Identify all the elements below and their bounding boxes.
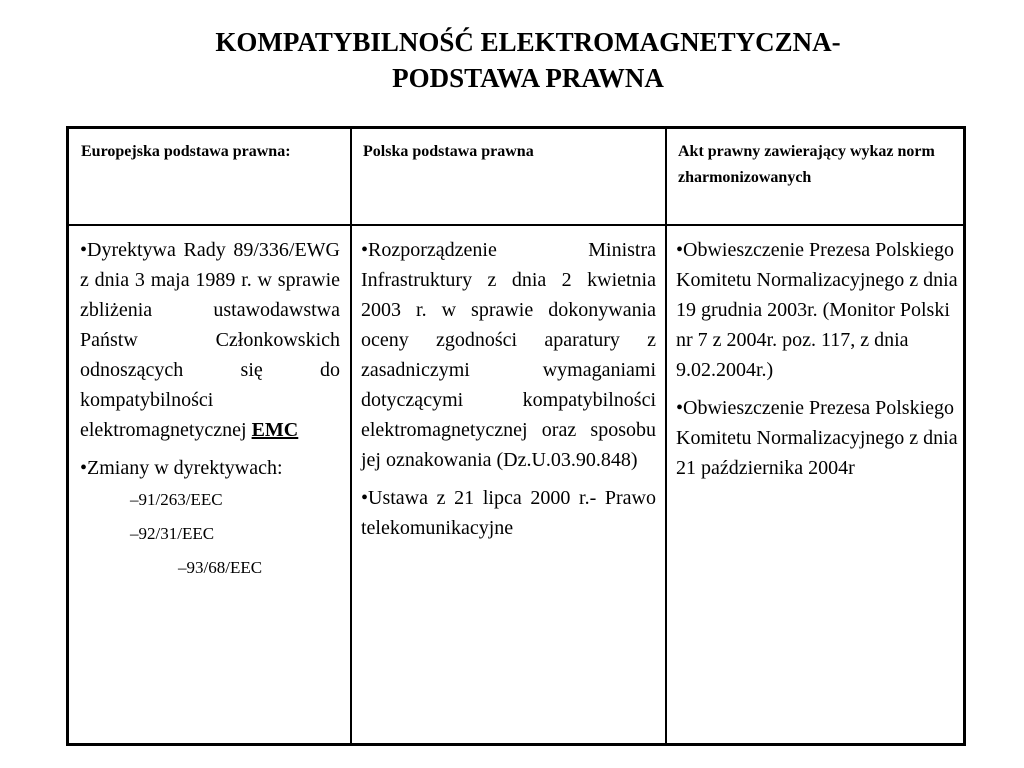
telecom-act-item: •Ustawa z 21 lipca 2000 r.- Prawo telekomunikacyjne bbox=[361, 487, 656, 539]
title-line-2: PODSTAWA PRAWNA bbox=[392, 63, 664, 93]
cell-polish-basis bbox=[361, 229, 656, 739]
amendments-heading: •Zmiany w dyrektywach: bbox=[80, 457, 283, 479]
european-directive-item bbox=[80, 235, 340, 445]
emc-label: EMC bbox=[251, 419, 299, 441]
announcement-item-2: •Obwieszczenie Prezesa Polskiego Komitetu Normalizacyjnego z dnia 21 października 2004r bbox=[676, 397, 958, 479]
european-directive-text: •Dyrektywa Rady 89/336/EWG z dnia 3 maja 1989 r. w sprawie zbliżenia ustawodawstwa Państw Członkowskich odnoszących się do kompatybilności elektromagnetycznej bbox=[80, 239, 340, 441]
amendment-item: –91/263/EEC bbox=[130, 490, 223, 509]
header-polish-basis: Polska podstawa prawna bbox=[363, 143, 534, 160]
title-line-1: KOMPATYBILNOŚĆ ELEKTROMAGNETYCZNA- bbox=[215, 27, 841, 57]
legal-basis-table bbox=[66, 126, 966, 746]
column-divider-1 bbox=[350, 129, 352, 743]
cell-european-basis bbox=[80, 229, 340, 739]
header-divider bbox=[69, 224, 963, 226]
header-harmonized-standards-act: Akt prawny zawierający wykaz norm zharmonizowanych bbox=[678, 143, 935, 186]
page-title bbox=[0, 24, 1024, 96]
cell-harmonized-acts bbox=[676, 229, 959, 739]
regulation-item: •Rozporządzenie Ministra Infrastruktury z dnia 2 kwietnia 2003 r. w sprawie dokonywania oceny zgodności aparatury z zasadniczymi wymaganiami dotyczącymi kompatybilności elektromagnetycznej oraz sposobu jej oznakowania (Dz.U.03.90.848) bbox=[361, 239, 656, 471]
header-european-basis: Europejska podstawa prawna: bbox=[81, 143, 291, 160]
amendment-item: –92/31/EEC bbox=[130, 524, 215, 543]
announcement-item-1: •Obwieszczenie Prezesa Polskiego Komitetu Normalizacyjnego z dnia 19 grudnia 2003r. (Monitor Polski nr 7 z 2004r. poz. 117, z dnia 9.02.2004r.) bbox=[676, 239, 958, 381]
amendment-item: –93/68/EEC bbox=[178, 558, 263, 577]
column-divider-2 bbox=[665, 129, 667, 743]
